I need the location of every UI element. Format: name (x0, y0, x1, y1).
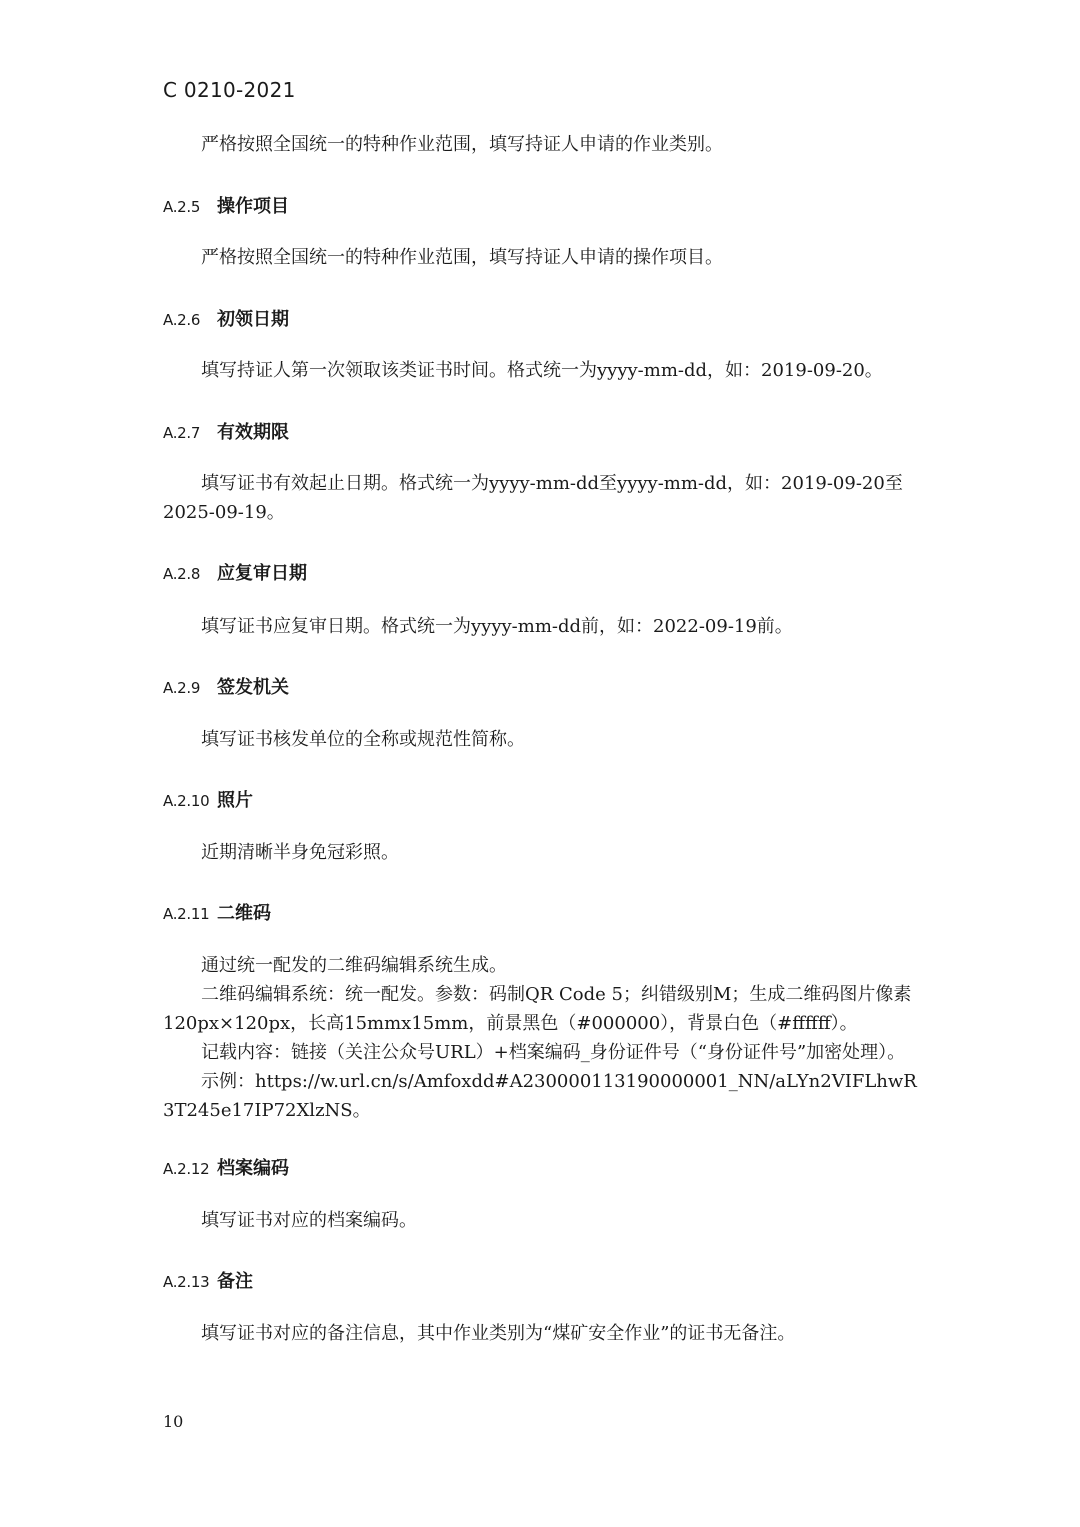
section-title: 照片 (217, 790, 253, 811)
section-body-a25: 严格按照全国统一的特种作业范围，填写持证人申请的操作项目。 (201, 247, 723, 268)
section-number: A.2.5 (163, 198, 201, 216)
section-number: A.2.12 (163, 1160, 210, 1178)
section-heading-a27 (163, 421, 289, 445)
intro-paragraph: 严格按照全国统一的特种作业范围，填写持证人申请的作业类别。 (201, 134, 723, 155)
section-body-a212: 填写证书对应的档案编码。 (201, 1210, 417, 1231)
section-body-a211-content: 记载内容：链接（关注公众号URL）+档案编码_身份证件号（“身份证件号”加密处理）。 (201, 1042, 906, 1063)
section-number: A.2.13 (163, 1273, 210, 1291)
section-heading-a29 (163, 676, 289, 700)
section-heading-a26 (163, 308, 289, 332)
section-body-a211-example: 示例：https://w.url.cn/s/Amfoxdd#A230000113190000001_NN/aLYn2VIFLhwR3T245e17IP72XlzNS。 (163, 1071, 917, 1121)
section-title: 有效期限 (217, 422, 289, 443)
section-body-a29: 填写证书核发单位的全称或规范性简称。 (201, 729, 525, 750)
section-title: 签发机关 (217, 677, 289, 698)
standard-code: C 0210-2021 (163, 78, 296, 102)
page-number: 10 (163, 1412, 184, 1431)
section-heading-a212 (163, 1157, 289, 1181)
section-body-a211-generation: 通过统一配发的二维码编辑系统生成。 (201, 955, 507, 976)
section-number: A.2.10 (163, 792, 210, 810)
section-heading-a25 (163, 195, 289, 219)
section-heading-a211 (163, 902, 271, 926)
section-body-a211-parameters: 二维码编辑系统：统一配发。参数：码制QR Code 5；纠错级别M；生成二维码图片像素120px×120px，长高15mmx15mm，前景黑色（#000000），背景白色（#ffffff）。 (163, 984, 912, 1034)
section-title: 初领日期 (217, 309, 289, 330)
section-title: 操作项目 (217, 196, 289, 217)
section-title: 档案编码 (217, 1158, 289, 1179)
section-body-a213: 填写证书对应的备注信息，其中作业类别为“煤矿安全作业”的证书无备注。 (201, 1323, 796, 1344)
section-number: A.2.9 (163, 679, 201, 697)
section-body-a26: 填写持证人第一次领取该类证书时间。格式统一为yyyy-mm-dd，如：2019-09-20。 (201, 360, 883, 381)
section-body-a27: 填写证书有效起止日期。格式统一为yyyy-mm-dd至yyyy-mm-dd，如：2019-09-20至2025-09-19。 (163, 473, 903, 523)
section-heading-a210 (163, 789, 253, 813)
section-heading-a28 (163, 562, 307, 586)
section-title: 备注 (217, 1271, 253, 1292)
section-heading-a213 (163, 1270, 253, 1294)
section-number: A.2.11 (163, 905, 210, 923)
section-body-a28: 填写证书应复审日期。格式统一为yyyy-mm-dd前，如：2022-09-19前。 (201, 616, 793, 637)
section-number: A.2.6 (163, 311, 201, 329)
section-number: A.2.7 (163, 424, 201, 442)
section-number: A.2.8 (163, 565, 201, 583)
section-body-a210: 近期清晰半身免冠彩照。 (201, 842, 399, 863)
section-title: 应复审日期 (217, 563, 307, 584)
section-title: 二维码 (217, 903, 271, 924)
